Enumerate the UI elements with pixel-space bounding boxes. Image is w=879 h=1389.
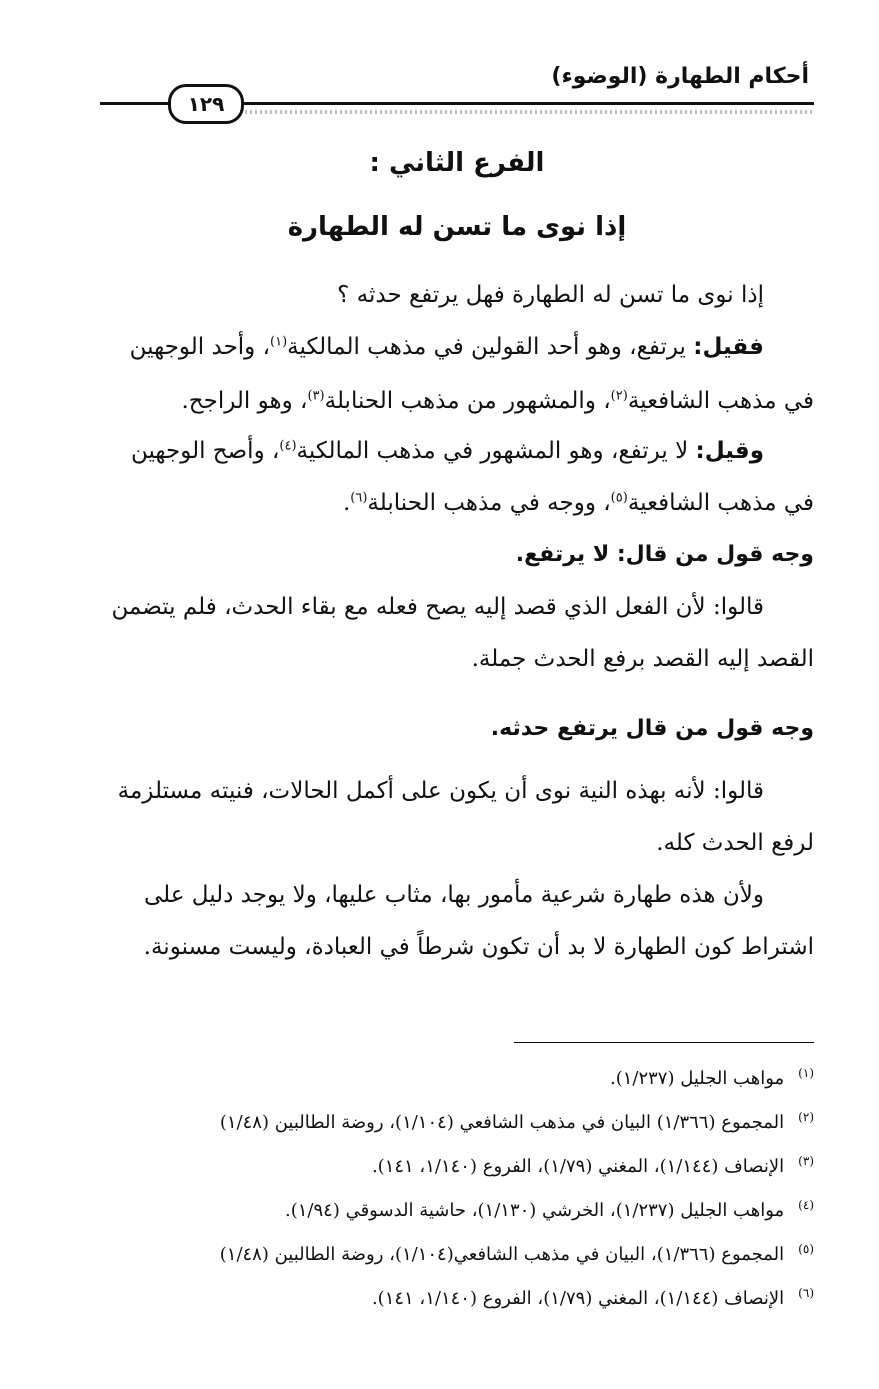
opinion-2-label: وقيل: [695,438,764,464]
footnote-text: المجموع (١/٣٦٦)، البيان في مذهب الشافعي(١/١٠٤)، روضة الطالبين (١/٤٨) [219,1244,785,1265]
opinion-1-line-1 [100,334,814,360]
page-number: ١٢٩ [168,84,244,124]
footnote-number: (٢) [798,1110,814,1124]
second-reason-line-1: ولأن هذه طهارة شرعية مأمور بها، مثاب عليها، ولا يوجد دليل على [143,882,764,908]
text-run: ، والمشهور من مذهب الحنابلة [324,388,611,414]
footnote-number: (٣) [798,1154,814,1168]
second-reason-line-2: اشتراط كون الطهارة لا بد أن تكون شرطاً في العبادة، وليست مسنونة. [143,934,814,960]
opinion-2-line-1 [100,438,814,464]
footnote-1 [100,1066,814,1089]
reason-not-lift-line-2: القصد إليه القصد برفع الحدث جملة. [471,646,814,672]
footnote-number: (٦) [798,1286,814,1300]
opinion-1-label: فقيل: [693,334,764,360]
footnote-2 [100,1110,814,1133]
footnote-ref[interactable]: (٣) [307,388,325,404]
footnote-ref[interactable]: (٥) [610,490,628,506]
footnote-ref[interactable]: (٢) [610,388,628,404]
footnote-text: المجموع (١/٣٦٦) البيان في مذهب الشافعي (١/١٠٤)، روضة الطالبين (١/٤٨) [219,1112,785,1133]
text-run: في مذهب الشافعية [627,388,814,414]
running-title: أحكام الطهارة (الوضوء) [551,64,809,89]
text-run: لا يرتفع، وهو المشهور في مذهب المالكية [296,438,696,464]
reason-lift-line-2: لرفع الحدث كله. [656,830,814,856]
footnote-number: (٤) [798,1198,814,1212]
text-run: ، وأصح الوجهين [130,438,280,464]
topic-heading: إذا نوى ما تسن له الطهارة [287,212,627,242]
footnote-rule [514,1042,814,1043]
footnote-text: الإنصاف (١/١٤٤)، المغني (١/٧٩)، الفروع (١/١٤٠، ١٤١). [371,1156,785,1177]
text-run: في مذهب الشافعية [627,490,814,516]
opinion-2-line-2 [100,490,814,516]
footnote-4 [100,1198,814,1221]
text-run: . [342,490,351,516]
footnote-number: (١) [798,1066,814,1080]
reason-not-lift-line-1: قالوا: لأن الفعل الذي قصد إليه يصح فعله مع بقاء الحدث، فلم يتضمن [111,594,764,620]
subheading-not-lift: وجه قول من قال: لا يرتفع. [515,542,814,567]
text-run: ، ووجه في مذهب الحنابلة [367,490,611,516]
footnote-5 [100,1242,814,1265]
footnote-6 [100,1286,814,1309]
footnote-text: مواهب الجليل (١/٢٣٧)، الخرشي (١/١٣٠)، حاشية الدسوقي (١/٩٤). [285,1200,785,1221]
footnote-ref[interactable]: (١) [270,334,288,350]
question-line: إذا نوى ما تسن له الطهارة فهل يرتفع حدثه ؟ [337,282,764,308]
subheading-lift: وجه قول من قال يرتفع حدثه. [490,716,814,741]
footnote-3 [100,1154,814,1177]
footnote-ref[interactable]: (٤) [279,438,297,454]
text-run: ، وأحد الوجهين [129,334,271,360]
header-rule-texture [240,110,814,114]
footnote-number: (٥) [798,1242,814,1256]
footnote-ref[interactable]: (٦) [350,490,368,506]
text-run: ، وهو الراجح. [181,388,308,414]
branch-heading: الفرع الثاني : [369,148,545,178]
footnote-text: الإنصاف (١/١٤٤)، المغني (١/٧٩)، الفروع (١/١٤٠، ١٤١). [371,1288,785,1309]
opinion-1-line-2 [100,388,814,414]
text-run: يرتفع، وهو أحد القولين في مذهب المالكية [287,334,694,360]
footnote-text: مواهب الجليل (١/٢٣٧). [609,1068,785,1089]
reason-lift-line-1: قالوا: لأنه بهذه النية نوى أن يكون على أكمل الحالات، فنيته مستلزمة [117,778,764,804]
